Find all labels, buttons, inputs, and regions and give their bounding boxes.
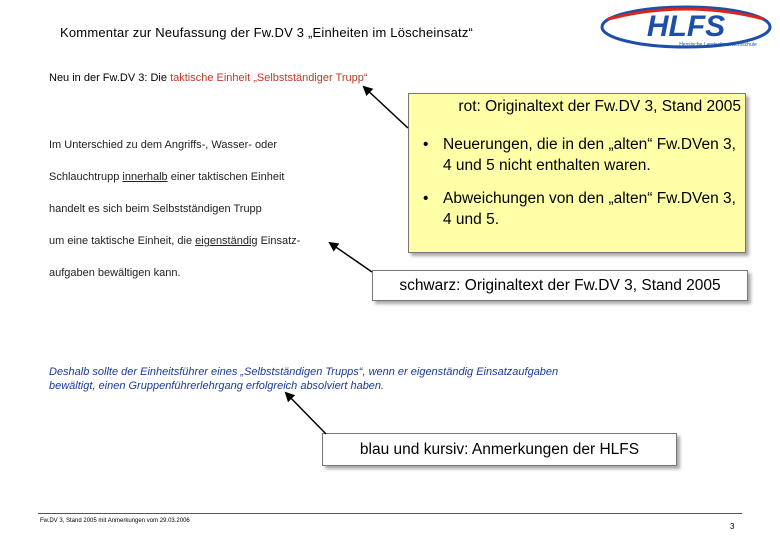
page-title: Kommentar zur Neufassung der Fw.DV 3 „Einheiten im Löscheinsatz“ [60, 25, 474, 40]
legend-red-bullet-2 [423, 188, 739, 230]
body-line-2 [49, 171, 284, 183]
hlfs-logo [600, 5, 772, 50]
page-number: 3 [730, 522, 735, 531]
body-line-1: Im Unterschied zu dem Angriffs-, Wasser- oder [49, 139, 278, 151]
legend-red-bullet-2-text: Abweichungen von den „alten“ Fw.DVen 3, 4 und 5. [443, 190, 736, 228]
legend-red-bullet-1 [423, 134, 739, 176]
bullet-icon: • [423, 136, 429, 153]
body-line-5: aufgaben bewältigen kann. [49, 267, 181, 279]
arrow-to-red-text [364, 87, 408, 128]
intro-red-text: taktische Einheit „Selbstständiger Trupp“ [170, 72, 368, 84]
legend-blue-box: blau und kursiv: Anmerkungen der HLFS [322, 433, 677, 466]
logo-text: HLFS [646, 10, 726, 43]
body-line-4-underlined: eigenständig [195, 235, 258, 247]
hlfs-note: Deshalb sollte der Einheitsführer eines „Selbstständigen Trupps“, wenn er eigenständig Einsatzaufgaben bewältigt, einen Gruppenführerlehrgang erfolgreich absolviert haben. [49, 366, 559, 392]
body-line-2-underlined: innerhalb [122, 171, 168, 183]
body-line-4-b: Einsatz- [257, 235, 301, 247]
footer-source: Fw.DV 3, Stand 2005 mit Anmerkungen vom 29.03.2006 [40, 518, 190, 524]
logo-subtitle: Hessische Landesfeuerwehrschule [679, 42, 757, 48]
body-line-4 [49, 235, 300, 247]
footer-divider [38, 513, 742, 514]
body-line-2-a: Schlauchtrupp [49, 171, 123, 183]
intro-prefix: Neu in der Fw.DV 3: Die [49, 72, 171, 84]
body-line-4-a: um eine taktische Einheit, die [49, 235, 196, 247]
body-line-2-b: einer taktischen Einheit [167, 171, 285, 183]
arrow-to-blue-note [286, 393, 326, 434]
intro-line [49, 72, 368, 84]
legend-red-bullet-1-text: Neuerungen, die in den „alten“ Fw.DVen 3, 4 und 5 nicht enthalten waren. [443, 136, 736, 174]
legend-red-heading: rot: Originaltext der Fw.DV 3, Stand 2005 [458, 98, 741, 115]
legend-black-box: schwarz: Originaltext der Fw.DV 3, Stand 2005 [372, 270, 748, 301]
body-line-3: handelt es sich beim Selbstständigen Trupp [49, 203, 262, 215]
bullet-icon: • [423, 190, 429, 207]
legend-red-box [408, 93, 746, 253]
arrow-to-black-text [330, 243, 372, 272]
